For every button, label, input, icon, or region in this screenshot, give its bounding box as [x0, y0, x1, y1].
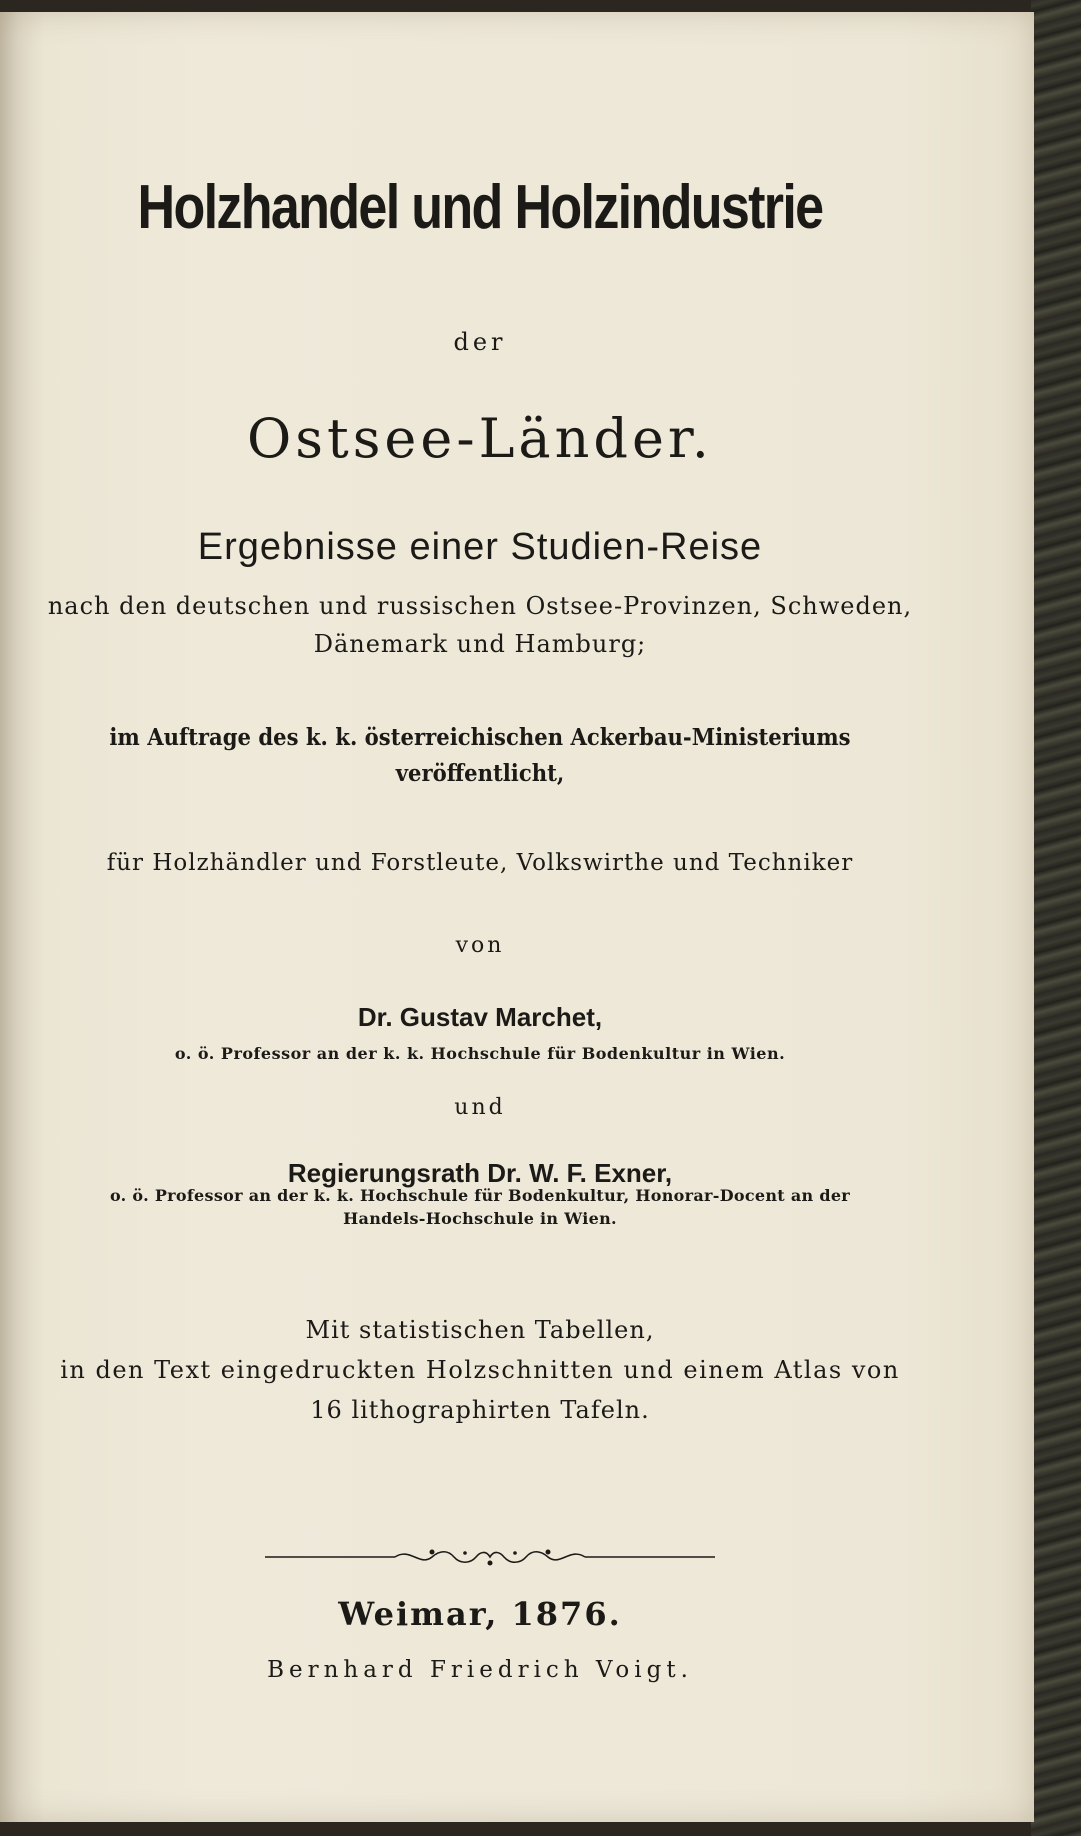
publisher-name: Bernhard Friedrich Voigt. — [267, 1657, 693, 1683]
author-2-affiliation-line-1: o. ö. Professor an der k. k. Hochschule für Bodenkultur, Honorar-Docent an der — [109, 1186, 851, 1205]
imprint-place-year: Weimar, 1876. — [338, 1595, 622, 1633]
author-2-name: Regierungsrath Dr. W. F. Exner, — [287, 1158, 673, 1188]
commission-line-1: im Auftrage des k. k. österreichischen Ackerbau-Ministeriums — [109, 724, 851, 751]
author-1-name: Dr. Gustav Marchet, — [357, 1002, 603, 1032]
author-1-affiliation: o. ö. Professor an der k. k. Hochschule für Bodenkultur in Wien. — [174, 1044, 786, 1063]
ornament-divider-icon — [260, 1542, 720, 1572]
main-title: Holzhandel und Holzindustrie — [137, 173, 823, 242]
contents-line-1: Mit statistischen Tabellen, — [305, 1316, 655, 1344]
route-line-2: Dänemark und Hamburg; — [313, 630, 647, 658]
title-connector-der: der — [453, 328, 507, 356]
contents-line-2: in den Text eingedruckten Holzschnitten und einem Atlas von — [60, 1356, 900, 1384]
und-connector: und — [454, 1095, 506, 1120]
author-2-affiliation-line-2: Handels-Hochschule in Wien. — [343, 1209, 617, 1228]
subtitle: Ergebnisse einer Studien-Reise — [197, 526, 763, 568]
region-title: Ostsee-Länder. — [247, 407, 713, 470]
audience-line: für Holzhändler und Forstleute, Volkswirthe und Techniker — [106, 850, 854, 876]
commission-line-2: veröffentlicht, — [395, 760, 565, 787]
contents-line-3: 16 lithographirten Tafeln. — [310, 1396, 650, 1424]
book-binding-edge — [1031, 0, 1081, 1836]
von-connector: von — [455, 933, 505, 958]
route-line-1: nach den deutschen und russischen Ostsee-Provinzen, Schweden, — [47, 592, 913, 620]
title-page — [0, 12, 1034, 1822]
